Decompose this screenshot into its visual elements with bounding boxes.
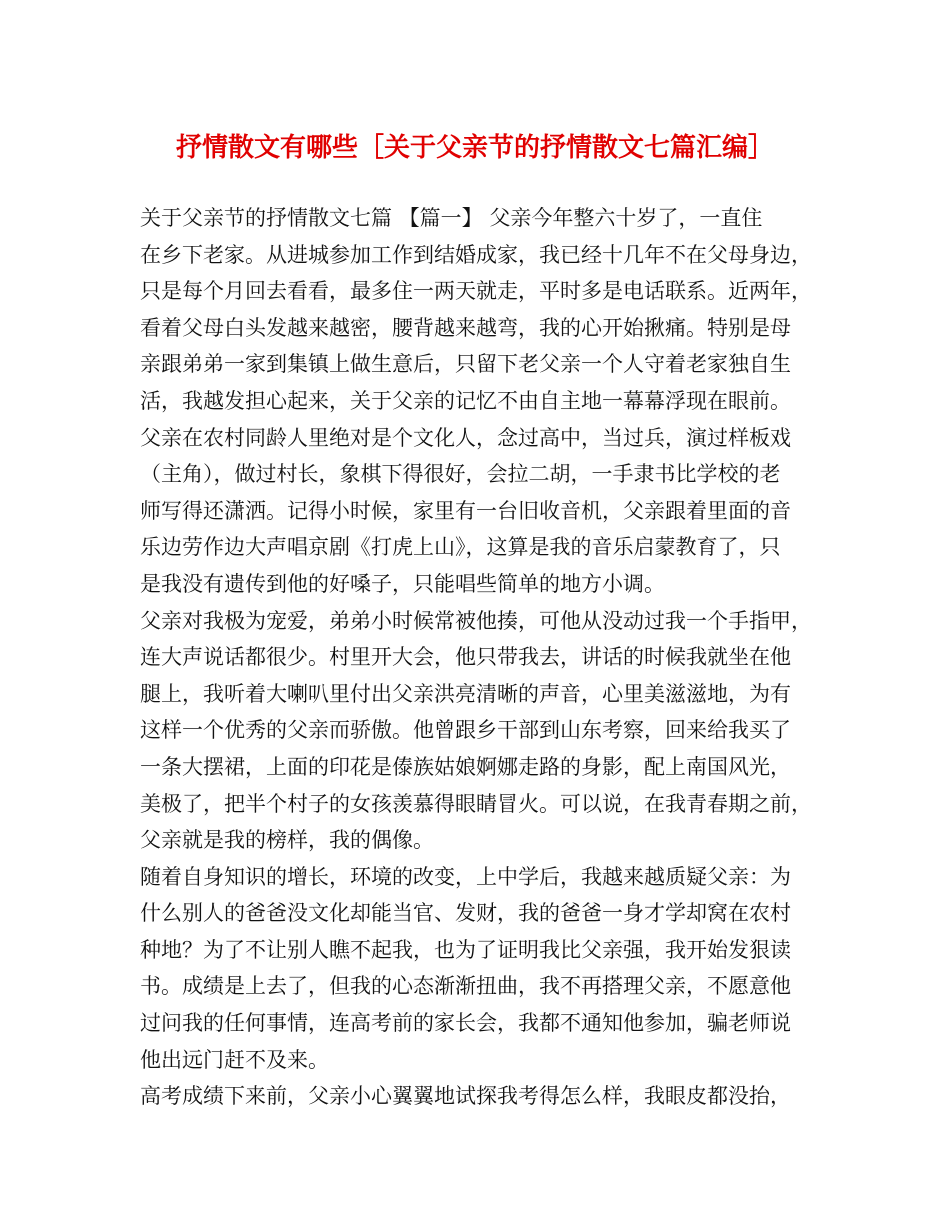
text-line: 关于父亲节的抒情散文七篇 【篇一】 父亲今年整六十岁了，一直住 — [140, 206, 763, 230]
text-line: 什么别人的爸爸没文化却能当官、发财，我的爸爸一身才学却窝在农村 — [140, 901, 791, 926]
text-line: 美极了，把半个村子的女孩羡慕得眼睛冒火。可以说，在我青春期之前， — [140, 791, 812, 816]
text-line: 父亲就是我的榜样，我的偶像。 — [140, 828, 434, 853]
text-line: 父亲对我极为宠爱，弟弟小时候常被他揍，可他从没动过我一个手指甲， — [140, 608, 812, 633]
text-line: 父亲在农村同龄人里绝对是个文化人，念过高中，当过兵，演过样板戏 — [140, 425, 791, 450]
text-line: 这样一个优秀的父亲而骄傲。他曾跟乡干部到山东考察，回来给我买了 — [140, 718, 791, 743]
text-line: 一条大摆裙，上面的印花是傣族姑娘婀娜走路的身影，配上南国风光， — [140, 754, 791, 779]
text-line: 在乡下老家。从进城参加工作到结婚成家，我已经十几年不在父母身边， — [140, 242, 812, 267]
text-line: 师写得还潇洒。记得小时候，家里有一台旧收音机，父亲跟着里面的音 — [140, 498, 791, 523]
text-line: 活，我越发担心起来，关于父亲的记忆不由自主地一幕幕浮现在眼前。 — [140, 388, 791, 413]
text-line: 高考成绩下来前，父亲小心翼翼地试探我考得怎么样，我眼皮都没抬， — [140, 1084, 791, 1109]
document-body — [140, 200, 820, 1115]
text-line: 腿上，我听着大喇叭里付出父亲洪亮清晰的声音，心里美滋滋地，为有 — [140, 681, 791, 706]
text-line: 亲跟弟弟一家到集镇上做生意后，只留下老父亲一个人守着老家独自生 — [140, 352, 791, 377]
text-line: 种地？为了不让别人瞧不起我，也为了证明我比父亲强，我开始发狠读 — [140, 937, 791, 962]
text-line: 书。成绩是上去了，但我的心态渐渐扭曲，我不再搭理父亲，不愿意他 — [140, 974, 791, 999]
text-line: 他出远门赶不及来。 — [140, 1047, 329, 1072]
text-line: 是我没有遗传到他的好嗓子，只能唱些简单的地方小调。 — [140, 571, 665, 596]
text-line: 随着自身知识的增长，环境的改变，上中学后，我越来越质疑父亲：为 — [140, 864, 791, 889]
text-line: （主角），做过村长，象棋下得很好，会拉二胡，一手隶书比学校的老 — [140, 462, 781, 487]
text-line: 连大声说话都很少。村里开大会，他只带我去，讲话的时候我就坐在他 — [140, 645, 791, 670]
text-line: 乐边劳作边大声唱京剧《打虎上山》，这算是我的音乐启蒙教育了，只 — [140, 535, 781, 560]
text-line: 过问我的任何事情，连高考前的家长会，我都不通知他参加，骗老师说 — [140, 1011, 791, 1036]
text-line: 看着父母白头发越来越密，腰背越来越弯，我的心开始揪痛。特别是母 — [140, 315, 791, 340]
text-line: 只是每个月回去看看，最多住一两天就走，平时多是电话联系。近两年， — [140, 279, 812, 304]
document-title: 抒情散文有哪些［关于父亲节的抒情散文七篇汇编］ — [175, 133, 774, 163]
